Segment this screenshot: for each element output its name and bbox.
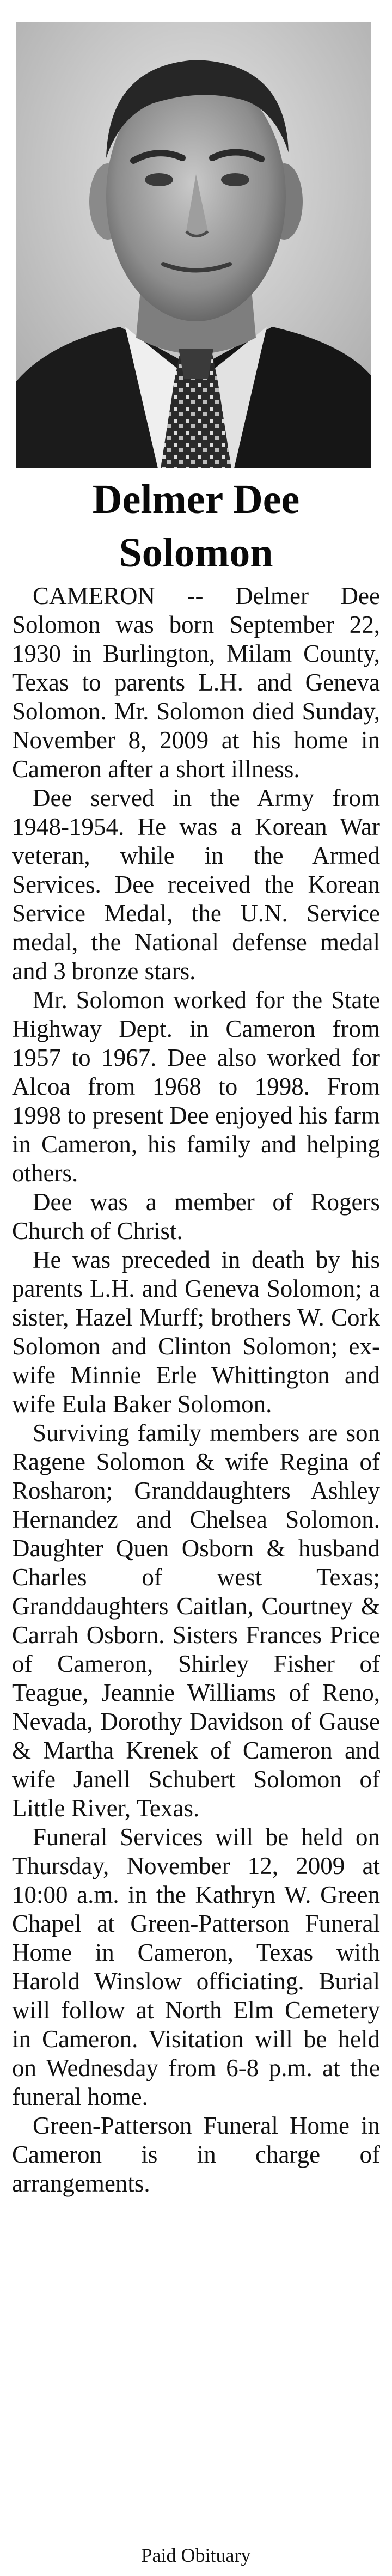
- paragraph-church: Dee was a member of Rogers Church of Christ.: [12, 1188, 380, 1244]
- portrait-photo: [16, 22, 371, 468]
- obituary-text: [12, 582, 380, 2198]
- paragraph-birth-death: CAMERON -- Delmer Dee Solomon was born September 22, 1930 in Burlington, Milam County, Texas to parents L.H. and Geneva Solomon. Mr. Solomon died Sunday, November 8, 2009 at his home in Cameron after a short illness.: [12, 582, 380, 783]
- paragraph-career: Mr. Solomon worked for the State Highway Dept. in Cameron from 1957 to 1967. Dee also worked for Alcoa from 1968 to 1998. From 1998 to present Dee enjoyed his farm in Cameron, his family and helping others.: [12, 986, 380, 1187]
- paragraph-survivors: Surviving family members are son Ragene Solomon & wife Regina of Rosharon; Granddaughters Ashley Hernandez and Chelsea Solomon. Daughter Quen Osborn & husband Charles of west Texas; Granddaughters Caitlan, Courtney & Carrah Osborn. Sisters Frances Price of Cameron, Shirley Fisher of Teague, Jeannie Williams of Reno, Nevada, Dorothy Davidson of Gause & Martha Krenek of Cameron and wife Janell Schubert Solomon of Little River, Texas.: [12, 1419, 380, 1822]
- paragraph-military: Dee served in the Army from 1948-1954. He was a Korean War veteran, while in the Armed Services. Dee received the Korean Service Medal, the U.N. Service medal, the National defense medal and 3 bronze stars.: [12, 784, 380, 985]
- paragraph-services: Funeral Services will be held on Thursday, November 12, 2009 at 10:00 a.m. in the Kathryn W. Green Chapel at Green-Patterson Funeral Home in Cameron, Texas with Harold Winslow officiating. Burial will follow at North Elm Cemetery in Cameron. Visitation will be held on Wednesday from 6-8 p.m. at the funeral home.: [12, 1823, 380, 2110]
- paid-obituary-label: Paid Obituary: [141, 2544, 251, 2566]
- deceased-name-line2: Solomon: [119, 530, 273, 576]
- deceased-name-line1: Delmer Dee: [92, 477, 300, 522]
- paragraph-preceded: He was preceded in death by his parents L.H. and Geneva Solomon; a sister, Hazel Murff; brothers W. Cork Solomon and Clinton Solomon; ex-wife Minnie Erle Whittington and wife Eula Baker Solomon.: [12, 1246, 380, 1418]
- paragraph-arrangements: Green-Patterson Funeral Home in Cameron is in charge of arrangements.: [12, 2112, 380, 2197]
